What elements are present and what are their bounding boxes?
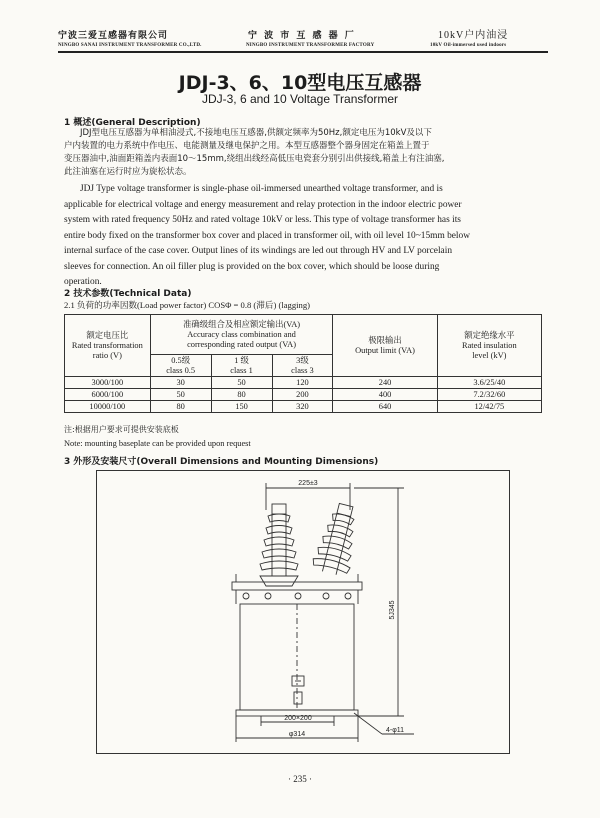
description-cn-line: 变压器油中,油面距箱盖内表面10～15mm,绕组出线经高低压电瓷套分别引出供接线,箱盖上有注油塞, (64, 154, 445, 164)
header-class-3: 3级 class 3 (272, 355, 333, 377)
diameter-dim-label: φ314 (288, 731, 306, 738)
header-insulation: 额定绝缘水平 Rated insulation level (kV) (437, 315, 541, 377)
company2-name-cn: 宁 波 市 互 感 器 厂 (248, 31, 356, 41)
company1-name-cn: 宁波三爱互感器有限公司 (58, 31, 169, 41)
top-dim-label: 225±3 (298, 480, 318, 487)
description-cn-line: 户内装置的电力系统中作电压、电能测量及继电保护之用。本型互感器整个器身固定在箱盖上置于 (64, 141, 430, 151)
dimension-drawing (96, 470, 510, 754)
header-rule (58, 51, 548, 53)
hv-bushing-left (260, 504, 298, 586)
holes-dim-label: 4-φ11 (386, 727, 405, 734)
header-class-0.5: 0.5级 class 0.5 (150, 355, 211, 377)
section1-heading: 1 概述(General Description) (64, 118, 201, 128)
description-cn-line: 此注油塞在运行时应为旋松状态。 (64, 167, 192, 177)
table-row: 3000/100 30 50 120 240 3.6/25/40 (65, 377, 542, 389)
page-subtitle: JDJ-3, 6 and 10 Voltage Transformer (201, 92, 399, 106)
header-ratio: 额定电压比 Rated transformation ratio (V) (65, 315, 151, 377)
description-en-line: entire body fixed on the transformer box cover and placed in transformer oil, with oil level 10~15mm below (64, 230, 470, 241)
table-row: 10000/100 80 150 320 640 12/42/75 (65, 401, 542, 413)
description-en-line: operation. (64, 277, 102, 287)
hv-bushing-right (311, 501, 365, 578)
table-row: 6000/100 50 80 200 400 7.2/32/60 (65, 389, 542, 401)
header-accuracy: 准确级组合及相应额定输出(VA) Accuracy class combination and corresponding rated output (VA) (150, 315, 333, 355)
description-en-line: system with rated frequency 50Hz and rated voltage 10kV or less. This type of voltage transformer has its (64, 215, 461, 225)
description-en-line: sleeves for connection. An oil filler plug is provided on the box cover, which should be loose during (64, 261, 440, 272)
product-type-cn: 10kV户内油浸 (438, 30, 509, 41)
description-en-line: JDJ Type voltage transformer is single-phase oil-immersed unearthed voltage transformer, and is (80, 184, 443, 194)
product-type-en: 10kV Oil-immersed used indoors (430, 43, 507, 48)
note-en: Note: mounting baseplate can be provided upon request (64, 439, 251, 448)
section2-heading: 2 技术参数(Technical Data) (64, 289, 192, 299)
header-class-1: 1 级 class 1 (211, 355, 272, 377)
page-number: · 235 · (288, 774, 312, 784)
description-en (64, 182, 554, 291)
base-dim-label: 200×200 (284, 715, 312, 722)
power-factor-line: 2.1 负荷的功率因数(Load power factor) COSΦ = 0.8 (滞后) (lagging) (64, 300, 310, 310)
description-cn (64, 127, 544, 179)
height-dim-label: 5J345 (389, 600, 396, 620)
technical-data-table (64, 314, 542, 413)
header-output-limit: 极限输出 Output limit (VA) (333, 315, 437, 377)
note-cn: 注:根据用户要求可提供安装底板 (64, 425, 179, 434)
section3-heading: 3 外形及安装尺寸(Overall Dimensions and Mounting Dimensions) (64, 457, 379, 467)
description-en-line: internal surface of the case cover. Output lines of its windings are led out through HV and LV porcelain (64, 246, 453, 256)
page-title: JDJ-3、6、10型电压互感器 (178, 72, 422, 94)
description-en-line: applicable for electrical voltage and energy measurement and relay protection in the indoor electric power (64, 199, 462, 210)
company1-name-en: NINGBO SANAI INSTRUMENT TRANSFORMER CO.,LTD. (58, 43, 202, 48)
description-cn-line: JDJ型电压互感器为单相油浸式,不接地电压互感器,供额定频率为50Hz,额定电压为10kV及以下 (80, 128, 432, 138)
box-cover (232, 582, 362, 590)
company2-name-en: NINGBO INSTRUMENT TRANSFORMER FACTORY (246, 43, 375, 48)
